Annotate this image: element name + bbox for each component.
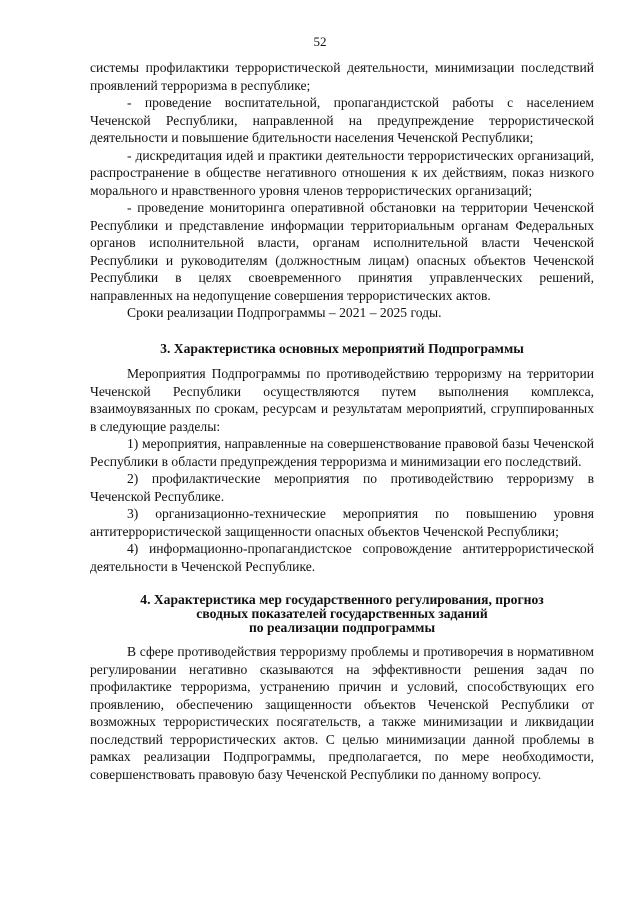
spacer (90, 635, 594, 643)
section-4-heading (90, 593, 594, 635)
paragraph-section-4-body: В сфере противодействия терроризму проблемы и противоречия в нормативном регулировании негативно сказываются на эффективности решения задач по профилактике терроризма, устранению причин и условий, способствующих его проявлению, обеспечению защищенности объектов Чеченской Республики от возможных террористических посягательств, а также минимизации и ликвидации последствий террористических актов. С целью минимизации данной проблемы в рамках реализации Подпрограммы, предполагается, по мере необходимости, совершенствовать правовую базу Чеченской Республики по данному вопросу. (90, 644, 594, 782)
document-body (90, 59, 594, 783)
spacer (90, 322, 594, 340)
paragraph-implementation-period: Сроки реализации Подпрограммы – 2021 – 2025 годы. (127, 305, 442, 320)
list-item-1: 1) мероприятия, направленные на совершенствование правовой базы Чеченской Республики в области предупреждения терроризма и минимизации его последствий. (90, 436, 594, 469)
bullet-educational-work: - проведение воспитательной, пропагандистской работы с населением Чеченской Республики, направленной на предупреждение террористической деятельности и повышение бдительности населения Чеченской Республики; (90, 95, 594, 145)
bullet-discrediting-ideas: - дискредитация идей и практики деятельности террористических организаций, распространение в обществе негативного отношения к их действиям, показ низкого морального и нравственного уровня членов террористических организаций; (90, 147, 594, 198)
spacer (90, 357, 594, 365)
section-4-heading-line-1: 4. Характеристика мер государственного регулирования, прогноз (140, 592, 544, 607)
paragraph-section-3-intro: Мероприятия Подпрограммы по противодействию терроризму на территории Чеченской Республики осуществляются путем выполнения комплекса, взаимоувязанных по срокам, ресурсам и результатам мероприятий, сгруппированных в следующие разделы: (90, 366, 594, 434)
spacer (90, 575, 594, 593)
list-item-2: 2) профилактические мероприятия по противодействию терроризму в Чеченской Республике. (90, 471, 594, 504)
section-4-heading-line-3: по реализации подпрограммы (248, 620, 436, 635)
section-3-heading: 3. Характеристика основных мероприятий Подпрограммы (160, 340, 524, 356)
paragraph-intro-continuation: системы профилактики террористической деятельности, минимизации последствий проявлений терроризма в республике; (90, 60, 594, 93)
list-item-3: 3) организационно-технические мероприятия по повышению уровня антитеррористической защищенности опасных объектов Чеченской Республики; (90, 506, 594, 539)
bullet-monitoring: - проведение мониторинга оперативной обстановки на территории Чеченской Республики и представление информации территориальным органам Федеральных органов исполнительной власти, органам исполнительной власти Чеченской Республики и руководителям (должностным лицам) опасных объектов Чеченской Республики в целях своевременного принятия управленческих решений, направленных на недопущение совершения террористических актов. (90, 200, 594, 303)
list-item-4: 4) информационно-пропагандистское сопровождение антитеррористической деятельности в Чеченской Республике. (90, 541, 594, 574)
section-4-heading-line-2: сводных показателей государственных заданий (196, 606, 488, 621)
page-number: 52 (313, 34, 327, 49)
